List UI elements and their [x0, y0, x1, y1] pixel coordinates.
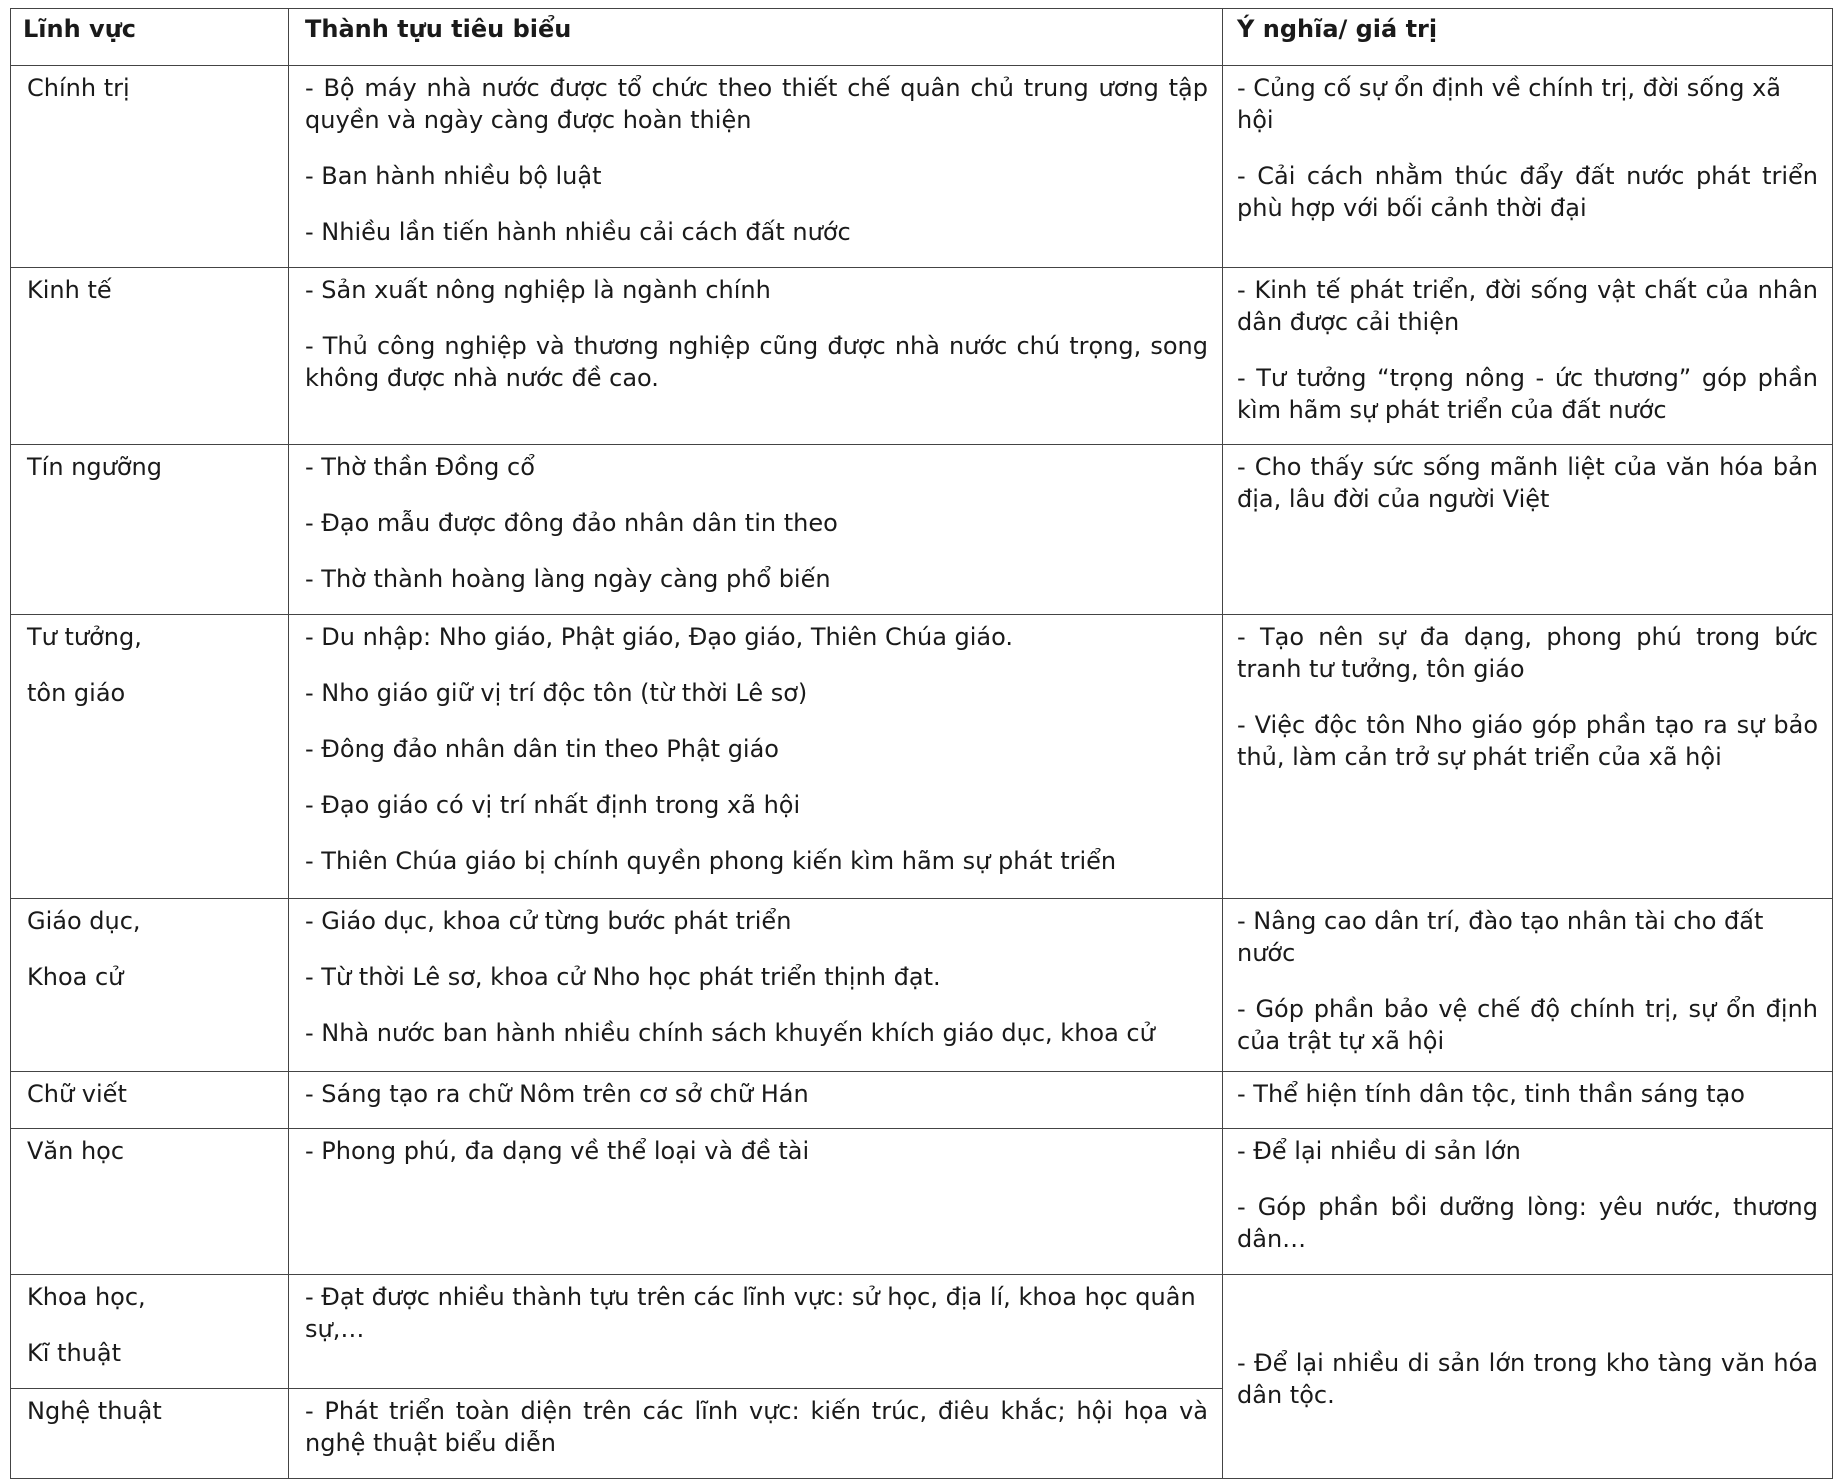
table-row — [11, 1072, 1833, 1129]
field-name: tôn giáo — [27, 679, 126, 707]
achievements-cell — [289, 899, 1223, 1072]
meaning-item: - Góp phần bảo vệ chế độ chính trị, sự ổn định của trật tự xã hội — [1237, 995, 1818, 1055]
achievement-item: - Từ thời Lê sơ, khoa cử Nho học phát triển thịnh đạt. — [305, 963, 941, 991]
field-name: Chính trị — [27, 74, 130, 102]
table-row — [11, 899, 1833, 1072]
field-cell — [11, 1275, 289, 1389]
achievement-item: - Sáng tạo ra chữ Nôm trên cơ sở chữ Hán — [305, 1080, 809, 1108]
field-name: Chữ viết — [27, 1080, 127, 1108]
table-row — [11, 615, 1833, 899]
achievement-item: - Đạo mẫu được đông đảo nhân dân tin theo — [305, 509, 838, 537]
field-name: Kinh tế — [27, 276, 112, 304]
field-cell — [11, 899, 289, 1072]
header-achievements: Thành tựu tiêu biểu — [289, 9, 1223, 66]
field-cell — [11, 1129, 289, 1275]
meaning-cell — [1223, 268, 1833, 445]
achievements-cell — [289, 268, 1223, 445]
field-cell — [11, 268, 289, 445]
achievement-item: - Đạo giáo có vị trí nhất định trong xã hội — [305, 791, 801, 819]
field-cell — [11, 66, 289, 268]
achievements-cell — [289, 615, 1223, 899]
meaning-item: - Tư tưởng “trọng nông - ức thương” góp phần kìm hãm sự phát triển của đất nước — [1237, 364, 1818, 424]
field-name: Khoa học, — [27, 1283, 146, 1311]
merged-meaning-cell — [1223, 1275, 1833, 1479]
meaning-item: - Để lại nhiều di sản lớn trong kho tàng văn hóa dân tộc. — [1237, 1349, 1818, 1409]
field-cell — [11, 615, 289, 899]
meaning-item: - Góp phần bồi dưỡng lòng: yêu nước, thương dân… — [1237, 1193, 1818, 1253]
meaning-item: - Để lại nhiều di sản lớn — [1237, 1137, 1521, 1165]
field-name: Tư tưởng, — [27, 623, 142, 651]
meaning-item: - Cải cách nhằm thúc đẩy đất nước phát triển phù hợp với bối cảnh thời đại — [1237, 162, 1818, 222]
field-name: Nghệ thuật — [27, 1397, 162, 1425]
achievements-cell — [289, 66, 1223, 268]
header-field: Lĩnh vực — [11, 9, 289, 66]
header-row — [11, 9, 1833, 66]
field-cell — [11, 1389, 289, 1479]
achievement-item: - Thờ thần Đồng cổ — [305, 453, 535, 481]
meaning-item: - Thể hiện tính dân tộc, tinh thần sáng tạo — [1237, 1080, 1745, 1108]
achievement-item: - Du nhập: Nho giáo, Phật giáo, Đạo giáo, Thiên Chúa giáo. — [305, 623, 1014, 651]
meaning-cell — [1223, 899, 1833, 1072]
achievement-item: - Phong phú, đa dạng về thể loại và đề tài — [305, 1137, 810, 1165]
field-name: Khoa cử — [27, 963, 124, 991]
meaning-cell — [1223, 445, 1833, 615]
meaning-cell — [1223, 66, 1833, 268]
table-row — [11, 268, 1833, 445]
meaning-cell — [1223, 1129, 1833, 1275]
meaning-item: - Nâng cao dân trí, đào tạo nhân tài cho đất nước — [1237, 907, 1764, 967]
field-name: Giáo dục, — [27, 907, 141, 935]
achievement-item: - Thủ công nghiệp và thương nghiệp cũng được nhà nước chú trọng, song không được nhà nước đề cao. — [305, 332, 1208, 392]
achievements-table — [10, 8, 1833, 1479]
field-cell — [11, 1072, 289, 1129]
table-row — [11, 445, 1833, 615]
achievement-item: - Nhiều lần tiến hành nhiều cải cách đất nước — [305, 218, 851, 246]
table-row — [11, 1129, 1833, 1275]
achievements-cell — [289, 1129, 1223, 1275]
achievement-item: - Đạt được nhiều thành tựu trên các lĩnh vực: sử học, địa lí, khoa học quân sự,… — [305, 1283, 1196, 1343]
table-row — [11, 66, 1833, 268]
meaning-cell — [1223, 1072, 1833, 1129]
table-row — [11, 1275, 1833, 1389]
field-name: Tín ngưỡng — [27, 453, 162, 481]
achievement-item: - Bộ máy nhà nước được tổ chức theo thiết chế quân chủ trung ương tập quyền và ngày càng được hoàn thiện — [305, 74, 1208, 134]
meaning-item: - Cho thấy sức sống mãnh liệt của văn hóa bản địa, lâu đời của người Việt — [1237, 453, 1818, 513]
field-name: Kĩ thuật — [27, 1339, 121, 1367]
achievement-item: - Nhà nước ban hành nhiều chính sách khuyến khích giáo dục, khoa cử — [305, 1019, 1155, 1047]
achievements-cell — [289, 1275, 1223, 1389]
achievement-item: - Thờ thành hoàng làng ngày càng phổ biến — [305, 565, 831, 593]
achievement-item: - Sản xuất nông nghiệp là ngành chính — [305, 276, 771, 304]
achievements-cell — [289, 1072, 1223, 1129]
meaning-cell — [1223, 615, 1833, 899]
achievement-item: - Nho giáo giữ vị trí độc tôn (từ thời Lê sơ) — [305, 679, 808, 707]
meaning-item: - Củng cố sự ổn định về chính trị, đời sống xã hội — [1237, 74, 1781, 134]
achievement-item: - Thiên Chúa giáo bị chính quyền phong kiến kìm hãm sự phát triển — [305, 847, 1117, 875]
achievement-item: - Đông đảo nhân dân tin theo Phật giáo — [305, 735, 779, 763]
achievement-item: - Ban hành nhiều bộ luật — [305, 162, 602, 190]
achievements-cell — [289, 445, 1223, 615]
achievement-item: - Phát triển toàn diện trên các lĩnh vực: kiến trúc, điêu khắc; hội họa và nghệ thuật biểu diễn — [305, 1397, 1208, 1457]
field-cell — [11, 445, 289, 615]
meaning-item: - Kinh tế phát triển, đời sống vật chất của nhân dân được cải thiện — [1237, 276, 1818, 336]
field-name: Văn học — [27, 1137, 125, 1165]
meaning-item: - Việc độc tôn Nho giáo góp phần tạo ra sự bảo thủ, làm cản trở sự phát triển của xã hội — [1237, 711, 1818, 771]
achievements-cell — [289, 1389, 1223, 1479]
meaning-item: - Tạo nên sự đa dạng, phong phú trong bức tranh tư tưởng, tôn giáo — [1237, 623, 1818, 683]
header-meaning: Ý nghĩa/ giá trị — [1223, 9, 1833, 66]
achievement-item: - Giáo dục, khoa cử từng bước phát triển — [305, 907, 792, 935]
